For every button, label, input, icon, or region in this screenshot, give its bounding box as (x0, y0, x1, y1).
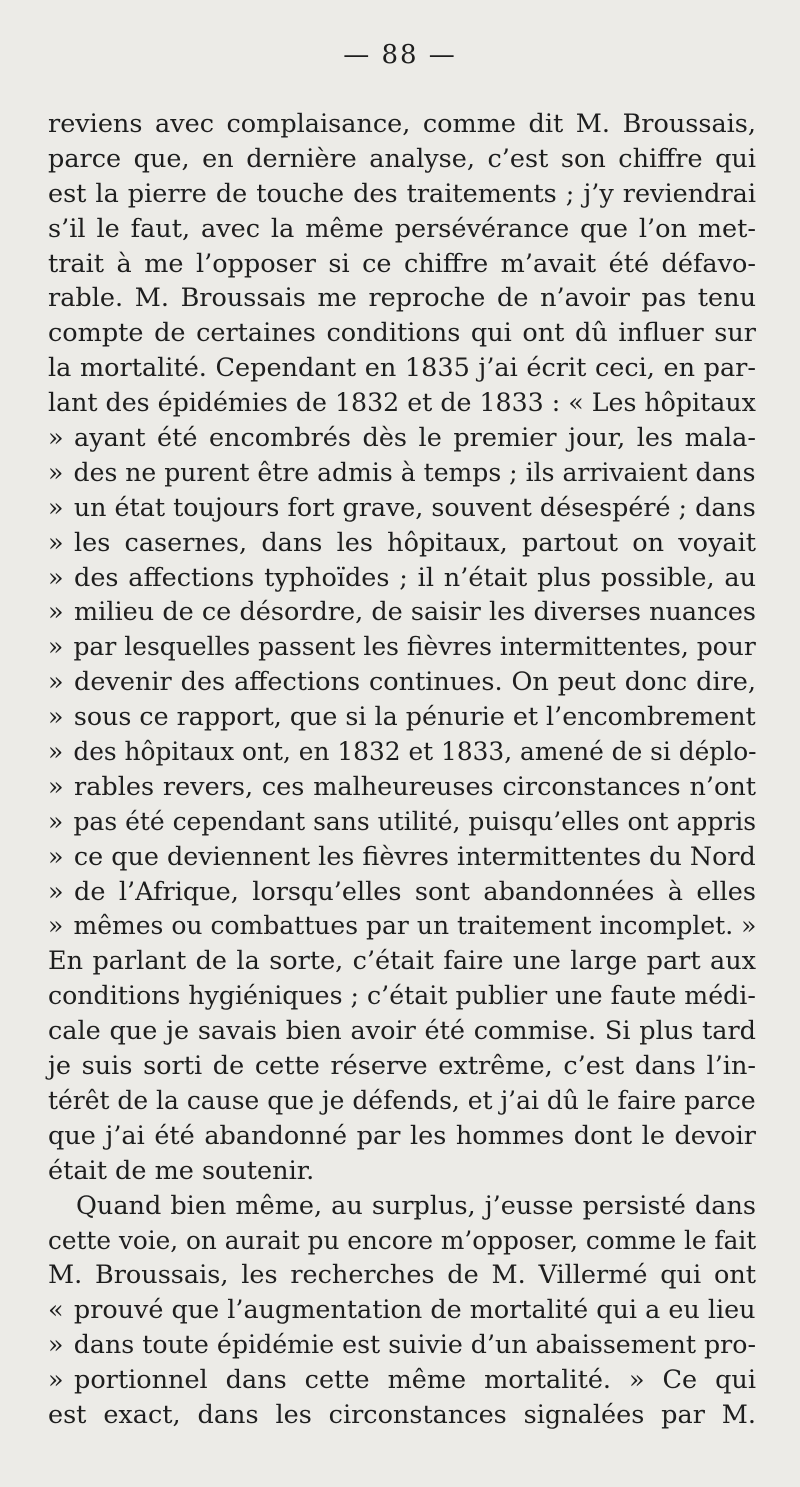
line-text: sous ce rapport, que si la pénurie et l’encombrement (73, 702, 756, 733)
line-text: est exact, dans les circonstances signalées par M. (48, 1399, 756, 1430)
line-text: dans toute épidémie est suivie d’un abaissement pro- (73, 1330, 756, 1361)
text-line (48, 1189, 756, 1224)
line-text: rables revers, ces malheureuses circonstances n’ont (74, 771, 756, 802)
text-line (48, 316, 756, 351)
quote-mark: » (48, 667, 64, 698)
line-text: est la pierre de touche des traitements ; j’y reviendrai (48, 178, 756, 209)
text-line (48, 1224, 757, 1259)
text-line (48, 735, 757, 770)
text-line (48, 526, 756, 561)
quote-mark: » (48, 1365, 64, 1396)
text-line (48, 700, 756, 735)
text-line (48, 1049, 756, 1084)
quote-mark: » (48, 597, 64, 628)
quote-mark: » (48, 632, 64, 663)
line-text: reviens avec complaisance, comme dit M. Broussais, (48, 109, 756, 139)
line-text: En parlant de la sorte, c’était faire une large part aux (48, 946, 756, 977)
quote-mark: » (48, 562, 64, 593)
text-line (48, 770, 756, 805)
line-text: milieu de ce désordre, de saisir les diverses nuances (74, 597, 756, 628)
line-text: parce que, en dernière analyse, c’est son chiffre qui (48, 143, 756, 174)
line-text: cette voie, on aurait pu encore m’opposer, comme le fait (48, 1225, 757, 1256)
text-line (48, 805, 757, 840)
line-text: des ne purent être admis à temps ; ils arrivaient dans (73, 457, 756, 488)
line-text: trait à me l’opposer si ce chiffre m’avait été défavo- (48, 248, 756, 279)
quote-mark: » (48, 911, 64, 942)
line-text: était de me soutenir. (48, 1155, 315, 1186)
line-text: des hôpitaux ont, en 1832 et 1833, amené de si déplo- (73, 737, 757, 768)
text-line (48, 561, 756, 596)
text-line (48, 1084, 756, 1119)
quote-mark: » (48, 492, 64, 523)
quote-mark: « (48, 1295, 64, 1326)
line-text: Quand bien même, au surplus, j’eusse persisté dans (76, 1190, 756, 1221)
quote-mark: » (48, 737, 64, 768)
line-text: s’il le faut, avec la même persévérance que l’on met- (48, 213, 756, 244)
line-text: je suis sorti de cette réserve extrême, c’est dans l’in- (48, 1051, 756, 1082)
quote-mark: » (48, 1330, 64, 1361)
text-line (48, 281, 756, 316)
quote-mark: » (48, 771, 64, 802)
line-text: M. Broussais, les recherches de M. Villermé qui ont (48, 1260, 756, 1291)
text-line (48, 875, 756, 910)
text-line (48, 1154, 756, 1189)
text-line (48, 351, 756, 386)
text-line (48, 1119, 756, 1154)
text-line (48, 979, 756, 1014)
text-line (48, 1258, 756, 1293)
text-line (48, 1363, 756, 1398)
line-text: devenir des affections continues. On peut donc dire, (74, 667, 756, 698)
text-line (48, 421, 756, 456)
line-text: conditions hygiéniques ; c’était publier une faute médi- (48, 981, 756, 1012)
quote-mark: » (48, 841, 64, 872)
text-line (48, 456, 756, 491)
line-text: ce que deviennent les fièvres intermittentes du Nord (73, 841, 756, 872)
text-line (48, 1328, 756, 1363)
line-text: la mortalité. Cependant en 1835 j’ai écrit ceci, en par- (48, 353, 756, 384)
text-line (48, 247, 756, 282)
line-text: ayant été encombrés dès le premier jour, les mala- (74, 423, 756, 454)
text-line (48, 1293, 754, 1328)
quote-mark: » (48, 457, 64, 488)
text-line (48, 840, 756, 875)
line-text: rable. M. Broussais me reproche de n’avoir pas tenu (48, 283, 756, 314)
quote-mark: » (48, 423, 64, 454)
line-text: térêt de la cause que je défends, et j’ai dû le faire parce (48, 1085, 756, 1116)
line-text: portionnel dans cette même mortalité. » Ce qui (74, 1365, 756, 1396)
line-text: un état toujours fort grave, souvent désespéré ; dans (73, 492, 756, 523)
page-number: — 88 — (343, 40, 457, 70)
text-line (48, 386, 756, 421)
quote-mark: » (48, 702, 64, 733)
text-line (48, 491, 756, 526)
quote-mark: » (48, 527, 64, 558)
text-line (48, 909, 757, 944)
text-line (48, 107, 756, 142)
line-text: compte de certaines conditions qui ont dû influer sur (48, 318, 756, 349)
text-line (48, 595, 756, 630)
text-line (48, 177, 756, 212)
line-text: les casernes, dans les hôpitaux, partout on voyait (74, 527, 756, 558)
text-line (48, 212, 756, 247)
text-line (48, 1014, 756, 1049)
line-text: prouvé que l’augmentation de mortalité qui a eu lieu (73, 1295, 756, 1326)
body-text (48, 107, 756, 1433)
line-text: des affections typhoïdes ; il n’était plus possible, au (74, 562, 756, 593)
line-text: mêmes ou combattues par un traitement incomplet. » (73, 911, 757, 942)
quote-mark: » (48, 806, 64, 837)
line-text: pas été cependant sans utilité, puisqu’elles ont appris (73, 806, 757, 837)
text-line (48, 665, 756, 700)
line-text: par lesquelles passent les fièvres intermittentes, pour (73, 632, 756, 663)
text-line (48, 944, 756, 979)
line-text: cale que je savais bien avoir été commise. Si plus tard (48, 1016, 756, 1047)
text-line (48, 630, 756, 665)
text-line (48, 142, 756, 177)
line-text: que j’ai été abandonné par les hommes dont le devoir (48, 1120, 756, 1151)
line-text: de l’Afrique, lorsqu’elles sont abandonnées à elles (74, 876, 756, 907)
line-text: lant des épidémies de 1832 et de 1833 : « Les hôpitaux (48, 388, 756, 419)
quote-mark: » (48, 876, 64, 907)
text-line (48, 1398, 756, 1433)
